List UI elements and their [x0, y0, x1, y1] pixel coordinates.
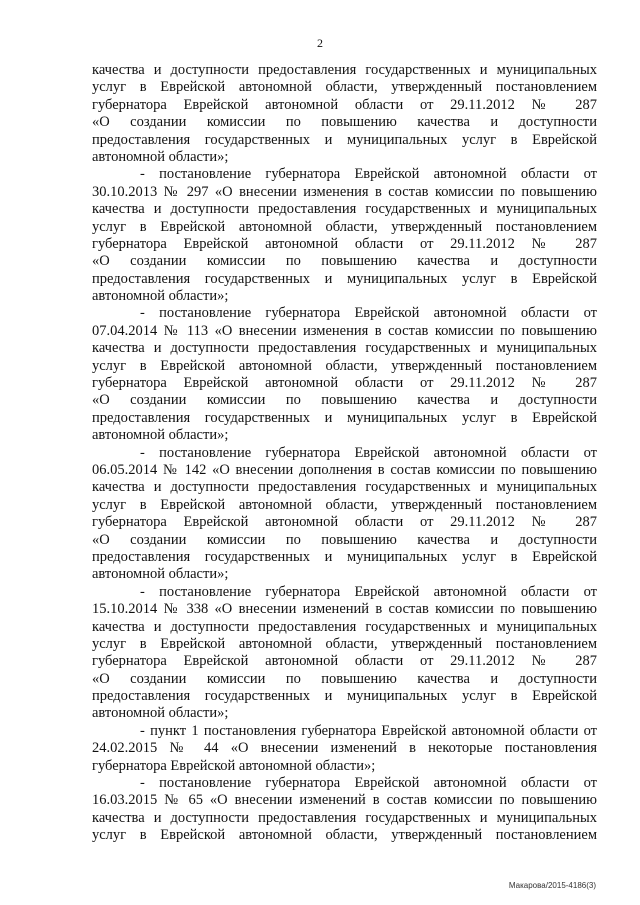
text-line: губернатора Еврейской автономной области от 29.11.2012 № 287 — [92, 375, 597, 392]
text-line: «О создании комиссии по повышению качества и доступности — [92, 114, 597, 131]
text-line: 16.03.2015 № 65 «О внесении изменений в состав комиссии по повышению — [92, 792, 597, 809]
text-line: предоставления государственных и муниципальных услуг в Еврейской — [92, 409, 597, 426]
text-line: качества и доступности предоставления государственных и муниципальных — [92, 201, 597, 218]
paragraph-clause-2015-44 — [92, 723, 597, 775]
document-reference-code: Макарова/2015-4186(3) — [508, 881, 596, 890]
text-line: автономной области»; — [92, 566, 229, 583]
text-line: услуг в Еврейской автономной области, утвержденный постановлением — [92, 357, 597, 374]
text-line: услуг в Еврейской автономной области, утвержденный постановлением — [92, 496, 597, 513]
text-line: качества и доступности предоставления государственных и муниципальных — [92, 618, 597, 635]
text-line: губернатора Еврейской автономной области от 29.11.2012 № 287 — [92, 96, 597, 113]
text-line: «О создании комиссии по повышению качества и доступности — [92, 253, 597, 270]
text-line: качества и доступности предоставления государственных и муниципальных — [92, 479, 597, 496]
text-line: 07.04.2014 № 113 «О внесении изменения в состав комиссии по повышению — [92, 322, 597, 339]
text-line: автономной области»; — [92, 427, 229, 444]
text-line: - пункт 1 постановления губернатора Еврейской автономной области от — [140, 722, 597, 739]
text-line: предоставления государственных и муниципальных услуг в Еврейской — [92, 548, 597, 565]
text-line: «О создании комиссии по повышению качества и доступности — [92, 392, 597, 409]
text-line: - постановление губернатора Еврейской автономной области от — [140, 583, 597, 600]
paragraph-resolution-2014-142 — [92, 445, 597, 584]
text-line: «О создании комиссии по повышению качества и доступности — [92, 531, 597, 548]
text-line: предоставления государственных и муниципальных услуг в Еврейской — [92, 270, 597, 287]
text-line: - постановление губернатора Еврейской автономной области от — [140, 775, 597, 792]
text-line: 15.10.2014 № 338 «О внесении изменений в состав комиссии по повышению — [92, 601, 597, 618]
paragraph-resolution-2014-113 — [92, 305, 597, 444]
text-line: автономной области»; — [92, 148, 229, 165]
text-line: качества и доступности предоставления государственных и муниципальных — [92, 340, 597, 357]
paragraph-resolution-2015-65 — [92, 775, 597, 845]
text-line: предоставления государственных и муниципальных услуг в Еврейской — [92, 688, 597, 705]
paragraph-continuation — [92, 62, 597, 166]
text-line: автономной области»; — [92, 705, 229, 722]
text-line: - постановление губернатора Еврейской автономной области от — [140, 166, 597, 183]
text-line: 06.05.2014 № 142 «О внесении дополнения в состав комиссии по повышению — [92, 461, 597, 478]
text-line: 24.02.2015 № 44 «О внесении изменений в некоторые постановления — [92, 740, 597, 757]
text-line: предоставления государственных и муниципальных услуг в Еврейской — [92, 131, 597, 148]
text-line: губернатора Еврейской автономной области»; — [92, 757, 376, 774]
paragraph-resolution-2013-297 — [92, 166, 597, 305]
text-line: 30.10.2013 № 297 «О внесении изменения в состав комиссии по повышению — [92, 183, 597, 200]
text-line: - постановление губернатора Еврейской автономной области от — [140, 444, 597, 461]
page-number: 2 — [317, 36, 323, 50]
text-line: губернатора Еврейской автономной области от 29.11.2012 № 287 — [92, 653, 597, 670]
text-line: услуг в Еврейской автономной области, утвержденный постановлением — [92, 79, 597, 96]
text-line: «О создании комиссии по повышению качества и доступности — [92, 670, 597, 687]
text-line: - постановление губернатора Еврейской автономной области от — [140, 305, 597, 322]
text-line: губернатора Еврейской автономной области от 29.11.2012 № 287 — [92, 235, 597, 252]
text-line: автономной области»; — [92, 288, 229, 305]
text-line: качества и доступности предоставления государственных и муниципальных — [92, 809, 597, 826]
text-line: услуг в Еврейской автономной области, утвержденный постановлением — [92, 635, 597, 652]
text-line: услуг в Еврейской автономной области, утвержденный постановлением — [92, 218, 597, 235]
paragraph-resolution-2014-338 — [92, 584, 597, 723]
text-line: губернатора Еврейской автономной области от 29.11.2012 № 287 — [92, 514, 597, 531]
text-line: качества и доступности предоставления государственных и муниципальных — [92, 62, 597, 78]
document-body — [92, 62, 597, 845]
text-line: услуг в Еврейской автономной области, утвержденный постановлением — [92, 827, 597, 844]
